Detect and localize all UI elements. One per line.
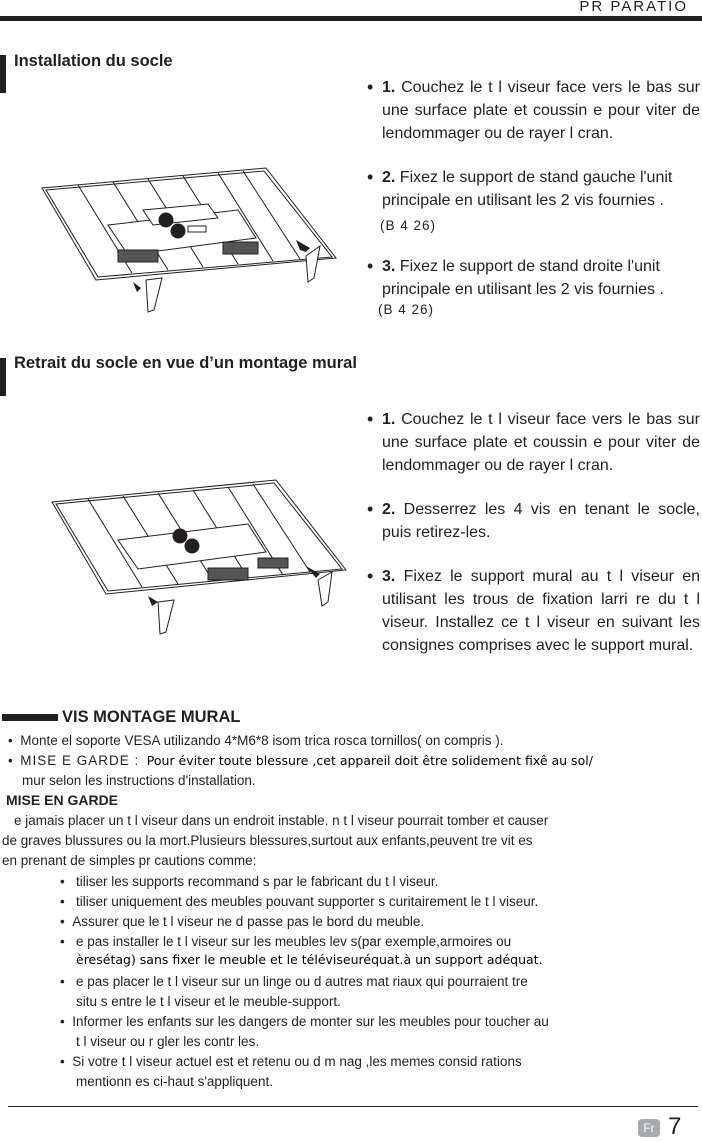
bullet: •: [367, 167, 374, 187]
section-title-installation: Installation du socle: [14, 52, 173, 70]
list-item: • Assurer que le t l viseur ne d passe pas le bord du meuble.: [60, 914, 425, 929]
installation-step-3: • 3. Fixez le support de stand droite l'unit principale en utilisant les 2 vis fournies .: [367, 256, 664, 298]
retrait-step-2: • 2. Desserrez les 4 vis en tenant le socle, puis retirez-les.: [367, 499, 700, 541]
footer-rule: [8, 1106, 698, 1107]
list-item: • tiliser les supports recommand s par le fabricant du t l viseur.: [60, 874, 439, 889]
bullet: •: [367, 409, 374, 429]
mise-para-2: de graves blussures ou la mort.Plusieurs blessures,surtout aux enfants,peuvent tre vit es: [2, 833, 533, 848]
list-item: • Informer les enfants sur les dangers de monter sur les meubles pour toucher au: [60, 1014, 549, 1029]
page-header-title: PR PARATIO: [579, 0, 688, 15]
bullet: •: [367, 499, 374, 519]
installation-step-2-note: (B 4 26): [380, 218, 437, 233]
mise-para-3: en prenant de simples pr cautions comme:: [2, 853, 257, 868]
list-item: • Si votre t l viseur actuel est et retenu ou d m nag ,les memes consid rations: [60, 1054, 522, 1069]
retrait-step-1: • 1. Couchez le t l viseur face vers le bas sur une surface plate et coussin e pour viter de lendommager ou de rayer l cran.: [367, 409, 700, 474]
language-badge: Fr: [638, 1119, 660, 1137]
list-item: • e pas placer le t l viseur sur un linge ou d autres mat riaux qui pourraient tre: [60, 974, 528, 989]
list-item-continuation: èresétag) sans fixer le meuble et le téléviseuréquat.à un support adéquat.: [76, 952, 543, 967]
header-rule: [0, 16, 702, 21]
list-item-continuation: t l viseur ou r gler les contr les.: [76, 1034, 260, 1049]
list-item-continuation: mentionn es ci-haut s'appliquent.: [76, 1074, 273, 1089]
tv-stand-installation-illustration: [38, 160, 338, 320]
section-marker: [0, 358, 6, 396]
vis-section-marker: [2, 714, 58, 721]
list-item-continuation: situ s entre le t l viseur et le meuble-support.: [76, 994, 341, 1009]
retrait-step-3: • 3. Fixez le support mural au t l viseur en utilisant les trous de fixation larri re du t l viseur. Installez ce t l viseur en suivant les consignes comprises avec le support mural.: [367, 566, 700, 654]
section-marker: [0, 55, 6, 93]
installation-step-3-note: (B 4 26): [378, 302, 435, 317]
bullet: •: [367, 77, 374, 97]
vis-line-3: mur selon les instructions d'installation.: [22, 773, 256, 788]
list-item: • e pas installer le t l viseur sur les meubles lev s(par exemple,armoires ou: [60, 934, 512, 949]
bullet: •: [367, 566, 374, 586]
installation-step-2: • 2. Fixez le support de stand gauche l'unit principale en utilisant les 2 vis fournies .: [367, 167, 673, 209]
mise-title: MISE EN GARDE: [6, 792, 119, 808]
vis-title: VIS MONTAGE MURAL: [62, 708, 241, 726]
list-item: • tiliser uniquement des meubles pouvant supporter s curitairement le t l viseur.: [60, 894, 539, 909]
mise-para-1: e jamais placer un t l viseur dans un endroit instable. n t l viseur pourrait tomber et causer: [14, 813, 549, 828]
installation-step-1: • 1. Couchez le t l viseur face vers le bas sur une surface plate et coussin e pour viter de lendommager ou de rayer l cran.: [367, 77, 700, 142]
tv-stand-removal-illustration: [48, 470, 348, 640]
vis-line-2: • MISE E GARDE : Pour éviter toute blessure ,cet appareil doit être solidement fixê au sol/: [8, 753, 593, 768]
section-title-retrait: Retrait du socle en vue d’un montage mural: [14, 354, 357, 372]
vis-line-1: • Monte el soporte VESA utilizando 4*M6*8 isom trica rosca tornillos( on compris ).: [8, 733, 504, 748]
page-number: 7: [668, 1113, 682, 1140]
bullet: •: [367, 256, 374, 276]
